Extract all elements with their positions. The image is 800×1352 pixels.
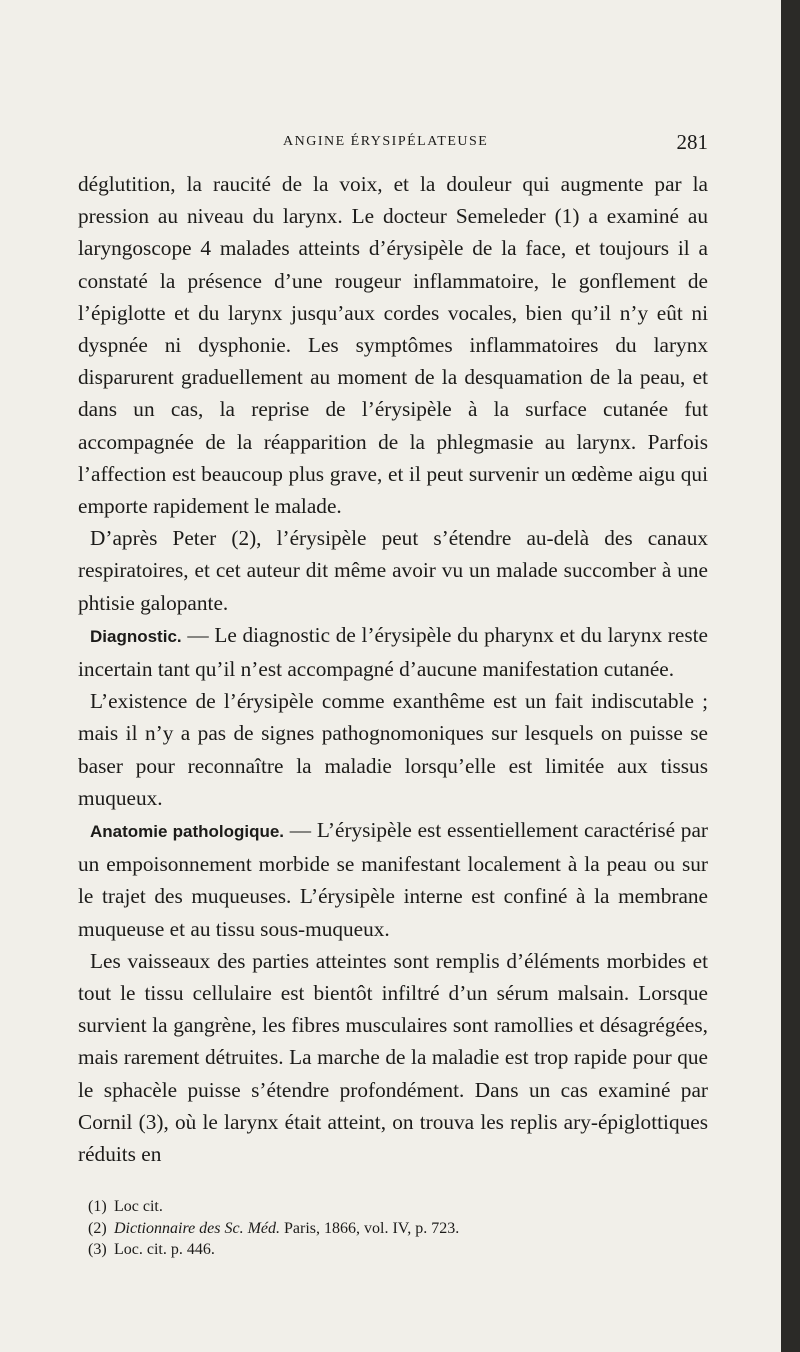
- paragraph-anatomie: [78, 814, 708, 945]
- page-header: [78, 130, 708, 158]
- footnote-title: Dictionnaire des Sc. Méd.: [114, 1219, 281, 1237]
- footnote-3: [88, 1239, 708, 1261]
- body-text: [78, 168, 708, 1170]
- footnote-number: (1): [88, 1198, 107, 1215]
- paragraph-4: L’existence de l’érysipèle comme exanthême est un fait indiscutable ; mais il n’y a pas de signes pathognomoniques sur lesquels on puisse se baser pour reconnaître la maladie lorsqu’elle est limitée aux tissus muqueux.: [78, 689, 708, 810]
- footnote-text: Loc cit.: [114, 1198, 163, 1215]
- paragraph-diagnostic: [78, 619, 708, 685]
- footnote-number: (2): [88, 1219, 107, 1237]
- page-number: 281: [676, 130, 708, 154]
- footnote-1: [88, 1196, 708, 1218]
- paragraph-1: déglutition, la raucité de la voix, et la douleur qui augmente par la pression au niveau du larynx. Le docteur Semeleder (1) a examiné au laryngoscope 4 malades atteints d’érysipèle de la face, et toujours il a constaté la présence d’une rougeur inflammatoire, le gonflement de l’épiglotte et du larynx jusqu’aux cordes vocales, bien qu’il n’y eût ni dyspnée ni dysphonie. Les symptômes inflammatoires du larynx disparurent graduellement au moment de la desquamation de la peau, et dans un cas, la reprise de l’érysipèle à la surface cutanée fut accompagnée de la réapparition de la phlegmasie au larynx. Parfois l’affection est beaucoup plus grave, et il peut survenir un œdème aigu qui emporte rapidement le malade.: [78, 172, 708, 519]
- anatomie-text: — L’érysipèle est essentiellement caractérisé par un empoisonnement morbide se manifestant localement à la peau ou sur le trajet des muqueuses. L’érysipèle interne est confiné à la membrane muqueuse et au tissu sous-muqueux.: [78, 818, 709, 941]
- paragraph-6: Les vaisseaux des parties atteintes sont remplis d’éléments morbides et tout le tissu cellulaire est bientôt infiltré d’un sérum malsain. Lorsque survient la gangrène, les fibres musculaires sont ramollies et désagrégées, mais rarement détruites. La marche de la maladie est trop rapide pour que le sphacèle puisse s’étendre profondément. Dans un cas examiné par Cornil (3), où le larynx était atteint, on trouva les replis ary-épiglottiques réduits en: [78, 948, 708, 1167]
- diagnostic-text: — Le diagnostic de l’érysipèle du pharynx et du larynx reste incertain tant qu’il n’est accompagné d’aucune manifestation cutanée.: [78, 622, 708, 682]
- diagnostic-heading: Diagnostic.: [90, 626, 182, 646]
- running-title: ANGINE ÉRYSIPÉLATEUSE: [283, 134, 489, 149]
- footnote-number: (3): [88, 1241, 107, 1258]
- footnote-2: [88, 1218, 708, 1240]
- paragraph-2: D’après Peter (2), l’érysipèle peut s’étendre au-delà des canaux respiratoires, et cet auteur dit même avoir vu un malade succomber à une phtisie galopante.: [78, 526, 708, 615]
- footnote-text: Loc. cit. p. 446.: [114, 1241, 215, 1258]
- footnotes: [88, 1196, 708, 1261]
- anatomie-heading: Anatomie pathologique.: [90, 822, 285, 842]
- footnote-text: Paris, 1866, vol. IV, p. 723.: [280, 1219, 460, 1237]
